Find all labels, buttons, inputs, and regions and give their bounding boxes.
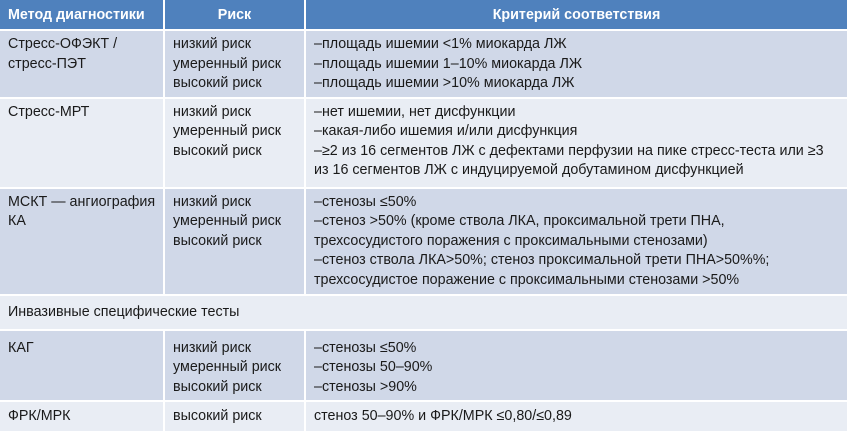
table-row (0, 98, 847, 188)
table-row (0, 401, 847, 432)
section-row (0, 295, 847, 330)
method-cell: ФРК/МРК (0, 401, 164, 432)
column-header-method: Метод диагностики (0, 0, 164, 30)
table-row (0, 30, 847, 98)
risk-cell: низкий риск умеренный риск высокий риск (164, 188, 305, 295)
method-cell: Стресс-МРТ (0, 98, 164, 188)
table-row (0, 188, 847, 295)
method-cell: МСКТ — ангиография КА (0, 188, 164, 295)
criterion-cell: –нет ишемии, нет дисфункции –какая-либо ишемия и/или дисфункция –≥2 из 16 сегментов ЛЖ с дефектами перфузии на пике стресс-теста или ≥3 из 16 сегментов ЛЖ с индуцируемой добутамином дисфункцией (305, 98, 847, 188)
risk-cell: низкий риск умеренный риск высокий риск (164, 98, 305, 188)
criterion-cell: –площадь ишемии <1% миокарда ЛЖ –площадь ишемии 1–10% миокарда ЛЖ –площадь ишемии >10% миокарда ЛЖ (305, 30, 847, 98)
risk-cell: низкий риск умеренный риск высокий риск (164, 330, 305, 402)
table-header-row (0, 0, 847, 30)
criterion-cell: –стенозы ≤50% –стеноз >50% (кроме ствола ЛКА, проксимальной трети ПНА, трехсосудистого поражения с проксимальными стенозами) –стеноз ствола ЛКА>50%; стеноз проксимальной трети ПНА>50%%; трехсосудистое поражение с проксимальными стенозами >50% (305, 188, 847, 295)
risk-cell: высокий риск (164, 401, 305, 432)
criterion-cell: стеноз 50–90% и ФРК/МРК ≤0,80/≤0,89 (305, 401, 847, 432)
column-header-risk: Риск (164, 0, 305, 30)
section-title: Инвазивные специфические тесты (0, 295, 847, 330)
method-cell: КАГ (0, 330, 164, 402)
table-row (0, 330, 847, 402)
column-header-criterion: Критерий соответствия (305, 0, 847, 30)
criterion-cell: –стенозы ≤50% –стенозы 50–90% –стенозы >90% (305, 330, 847, 402)
risk-cell: низкий риск умеренный риск высокий риск (164, 30, 305, 98)
method-cell: Стресс-ОФЭКТ / стресс-ПЭТ (0, 30, 164, 98)
